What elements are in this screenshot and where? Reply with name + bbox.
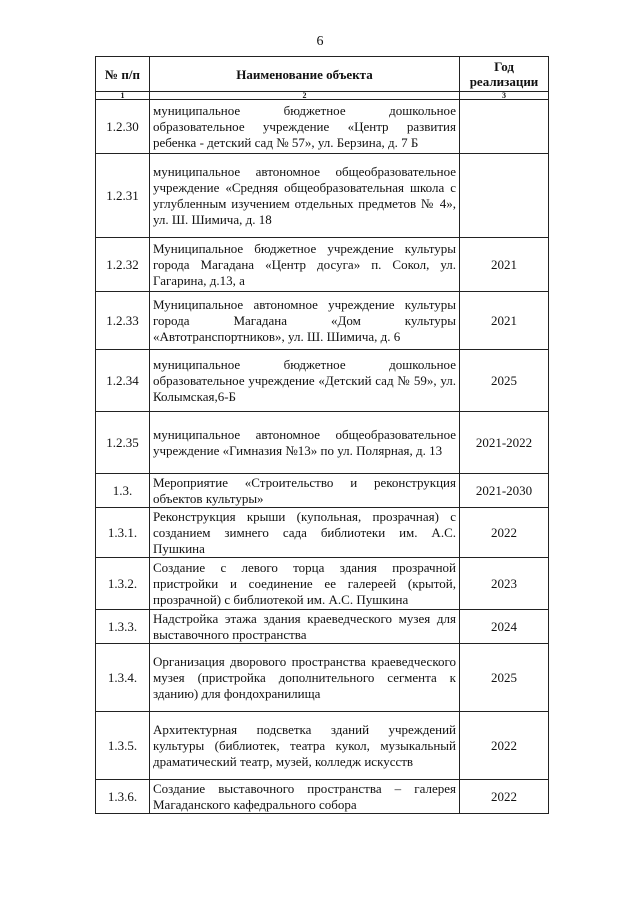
table-row bbox=[96, 474, 549, 508]
column-index: 1 bbox=[96, 92, 150, 100]
table-row bbox=[96, 780, 549, 814]
row-number: 1.2.34 bbox=[96, 350, 150, 412]
table-row bbox=[96, 292, 549, 350]
implementation-year: 2023 bbox=[460, 558, 549, 610]
row-number: 1.3.2. bbox=[96, 558, 150, 610]
implementation-year bbox=[460, 154, 549, 238]
object-name: Муниципальное автономное учреждение культуры города Магадана «Дом культуры «Автотранспортников», ул. Ш. Шимича, д. 6 bbox=[150, 292, 460, 350]
table-row bbox=[96, 508, 549, 558]
table-row bbox=[96, 412, 549, 474]
table-row bbox=[96, 558, 549, 610]
header-number: № п/п bbox=[96, 57, 150, 92]
row-number: 1.2.33 bbox=[96, 292, 150, 350]
row-number: 1.3.5. bbox=[96, 712, 150, 780]
object-name: Создание с левого торца здания прозрачной пристройки и соединение ее галереей (крытой, прозрачной) с библиотекой им. А.С. Пушкина bbox=[150, 558, 460, 610]
implementation-year: 2022 bbox=[460, 712, 549, 780]
implementation-year: 2021-2022 bbox=[460, 412, 549, 474]
implementation-year: 2022 bbox=[460, 780, 549, 814]
column-index: 3 bbox=[460, 92, 549, 100]
object-name: муниципальное автономное общеобразовательное учреждение «Гимназия №13» по ул. Полярная, д. 13 bbox=[150, 412, 460, 474]
implementation-year: 2021 bbox=[460, 238, 549, 292]
object-name: Организация дворового пространства краеведческого музея (пристройка дополнительного сегмента к зданию) для фондохранилища bbox=[150, 644, 460, 712]
row-number: 1.3.3. bbox=[96, 610, 150, 644]
table-row bbox=[96, 154, 549, 238]
row-number: 1.3.1. bbox=[96, 508, 150, 558]
row-number: 1.2.30 bbox=[96, 100, 150, 154]
implementation-year: 2024 bbox=[460, 610, 549, 644]
object-name: Реконструкция крыши (купольная, прозрачная) с созданием зимнего сада библиотеки им. А.С. Пушкина bbox=[150, 508, 460, 558]
column-index-row bbox=[96, 92, 549, 100]
object-name: Архитектурная подсветка зданий учреждений культуры (библиотек, театра кукол, музыкальный драматический театр, музей, колледж искусств bbox=[150, 712, 460, 780]
table-row bbox=[96, 644, 549, 712]
object-name: муниципальное автономное общеобразовательное учреждение «Средняя общеобразовательная школа с углубленным изучением отдельных предметов № 4», ул. Ш. Шимича, д. 18 bbox=[150, 154, 460, 238]
object-name: Создание выставочного пространства – галерея Магаданского кафедрального собора bbox=[150, 780, 460, 814]
table-row bbox=[96, 100, 549, 154]
object-name: муниципальное бюджетное дошкольное образовательное учреждение «Центр развития ребенка - детский сад № 57», ул. Берзина, д. 7 Б bbox=[150, 100, 460, 154]
implementation-year: 2021-2030 bbox=[460, 474, 549, 508]
row-number: 1.3.6. bbox=[96, 780, 150, 814]
table-row bbox=[96, 350, 549, 412]
implementation-year: 2022 bbox=[460, 508, 549, 558]
column-index: 2 bbox=[150, 92, 460, 100]
implementation-year: 2021 bbox=[460, 292, 549, 350]
object-name: муниципальное бюджетное дошкольное образовательное учреждение «Детский сад № 59», ул. Колымская,6-Б bbox=[150, 350, 460, 412]
header-row bbox=[96, 57, 549, 92]
row-number: 1.3.4. bbox=[96, 644, 150, 712]
row-number: 1.2.31 bbox=[96, 154, 150, 238]
header-year: Год реализации bbox=[460, 57, 549, 92]
implementation-year bbox=[460, 100, 549, 154]
objects-table bbox=[95, 56, 549, 814]
table-row bbox=[96, 712, 549, 780]
object-name: Муниципальное бюджетное учреждение культуры города Магадана «Центр досуга» п. Сокол, ул. Гагарина, д.13, а bbox=[150, 238, 460, 292]
table-row bbox=[96, 238, 549, 292]
object-name: Мероприятие «Строительство и реконструкция объектов культуры» bbox=[150, 474, 460, 508]
table-row bbox=[96, 610, 549, 644]
row-number: 1.2.32 bbox=[96, 238, 150, 292]
object-name: Надстройка этажа здания краеведческого музея для выставочного пространства bbox=[150, 610, 460, 644]
row-number: 1.2.35 bbox=[96, 412, 150, 474]
page-number: 6 bbox=[316, 34, 324, 49]
implementation-year: 2025 bbox=[460, 350, 549, 412]
row-number: 1.3. bbox=[96, 474, 150, 508]
header-object-name: Наименование объекта bbox=[150, 57, 460, 92]
implementation-year: 2025 bbox=[460, 644, 549, 712]
